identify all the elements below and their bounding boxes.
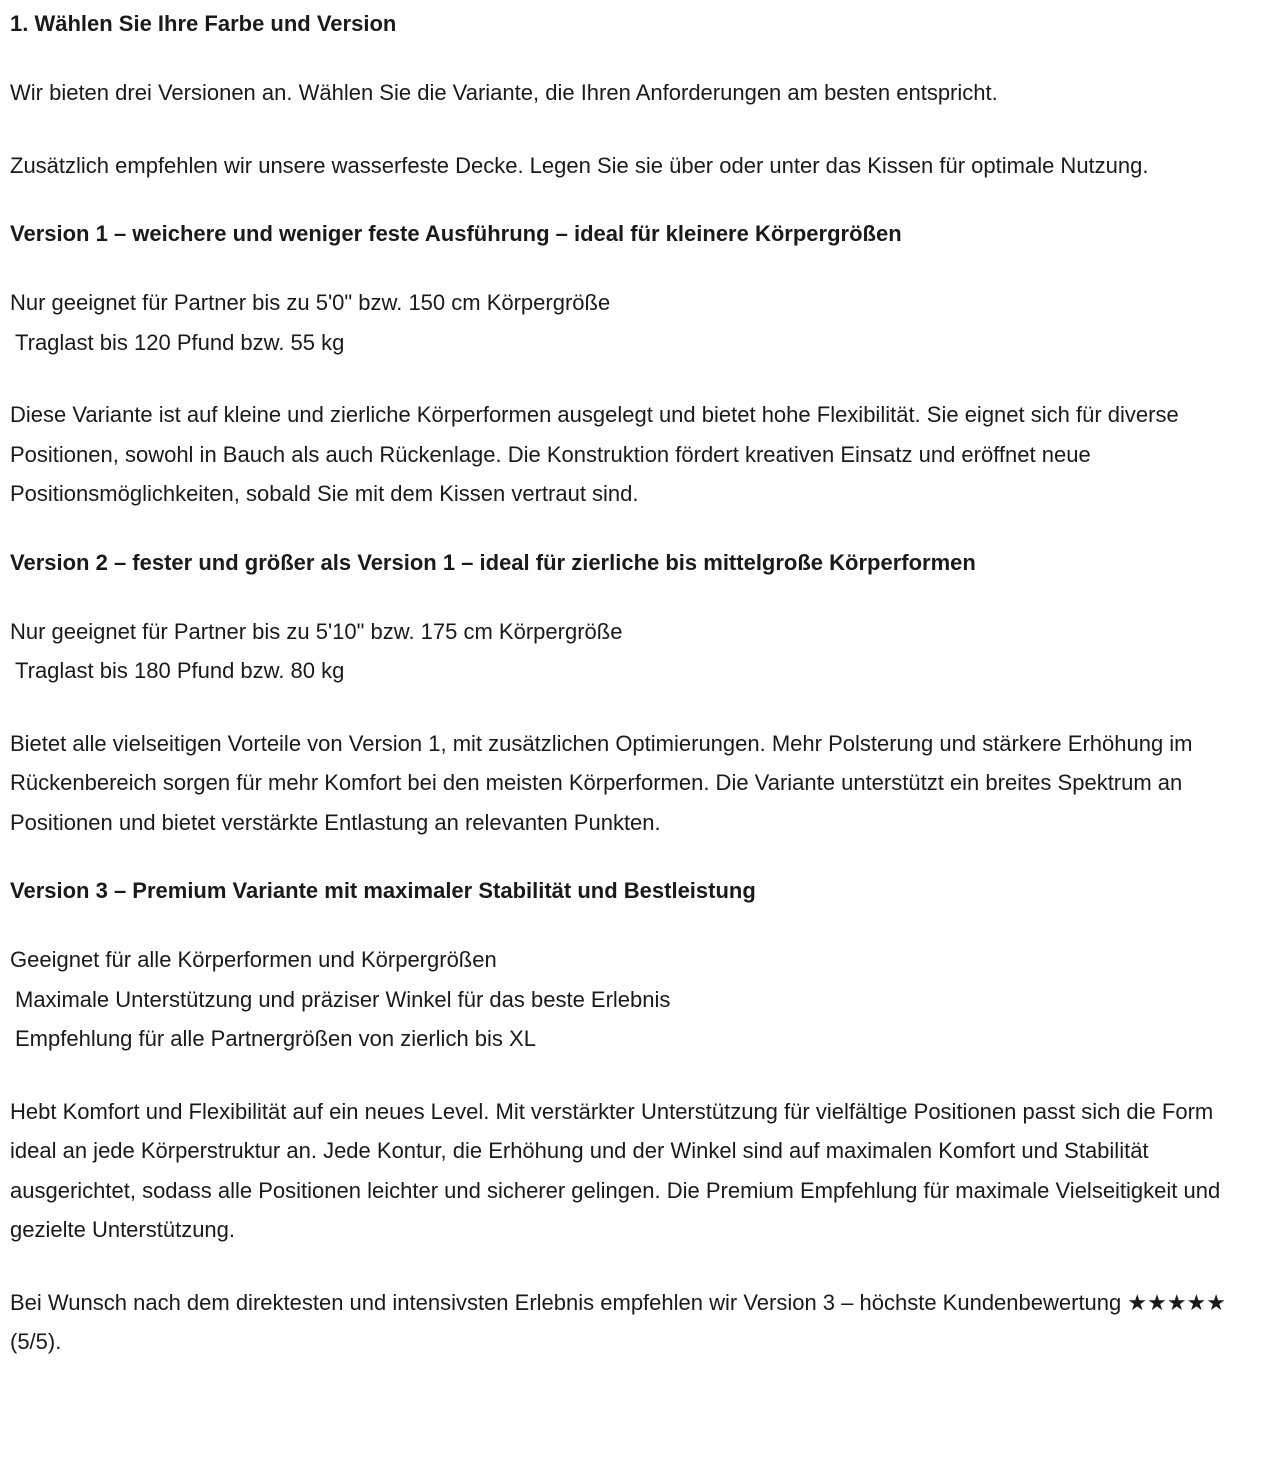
spacer (10, 691, 1261, 724)
spacer (10, 907, 1261, 940)
spacer (10, 1059, 1261, 1092)
version3-spec-support: Maximale Unterstützung und präziser Winkel für das beste Erlebnis (15, 986, 671, 1012)
version3-spec-fit: Geeignet für alle Körperformen und Körpergrößen (10, 947, 497, 972)
spacer (10, 185, 1261, 218)
spacer (10, 842, 1261, 875)
version2-spec-weight: Traglast bis 180 Pfund bzw. 80 kg (15, 658, 345, 683)
version2-title: Version 2 – fester und größer als Version 1 – ideal für zierliche bis mittelgroße Körperformen (10, 549, 976, 575)
version3-description: Hebt Komfort und Flexibilität auf ein neues Level. Mit verstärkter Unterstützung für vielfältige Positionen passt sich die Form ideal an jede Körperstruktur an. Jede Kontur, die Erhöhung und der Winkel sind auf maximalen Komfort und Stabilität ausgerichtet, sodass alle Positionen leichter und sicherer gelingen. Die Premium Empfehlung für maximale Vielseitigkeit und gezielte Unterstützung. (10, 1098, 1221, 1242)
blanket-note-paragraph: Zusätzlich empfehlen wir unsere wasserfeste Decke. Legen Sie sie über oder unter das Kissen für optimale Nutzung. (10, 152, 1149, 178)
rating-value: (5/5). (10, 1329, 62, 1354)
spacer (10, 250, 1261, 283)
spacer (10, 1250, 1261, 1283)
version3-spec-recommendation: Empfehlung für alle Partnergrößen von zierlich bis XL (15, 1026, 536, 1051)
version1-spec-height: Nur geeignet für Partner bis zu 5'0" bzw. 150 cm Körpergröße (10, 290, 611, 315)
version2-spec-height: Nur geeignet für Partner bis zu 5'10" bzw. 175 cm Körpergröße (10, 618, 623, 644)
closing-paragraph (10, 1283, 1261, 1362)
closing-text: Bei Wunsch nach dem direktesten und intensivsten Erlebnis empfehlen wir Version 3 – höchste Kundenbewertung (10, 1289, 1122, 1315)
spacer (10, 362, 1261, 395)
section-heading: 1. Wählen Sie Ihre Farbe und Version (10, 11, 397, 36)
spacer (10, 579, 1261, 612)
version1-title: Version 1 – weichere und weniger feste Ausführung – ideal für kleinere Körpergrößen (10, 221, 902, 246)
version1-description: Diese Variante ist auf kleine und zierliche Körperformen ausgelegt und bietet hohe Flexibilität. Sie eignet sich für diverse Positionen, sowohl in Bauch als auch Rückenlage. Die Konstruktion fördert kreativen Einsatz und eröffnet neue Positionsmöglichkeiten, sobald Sie mit dem Kissen vertraut sind. (10, 402, 1179, 506)
version2-description: Bietet alle vielseitigen Vorteile von Version 1, mit zusätzlichen Optimierungen. Mehr Polsterung und stärkere Erhöhung im Rückenbereich sorgen für mehr Komfort bei den meisten Körperformen. Die Variante unterstützt ein breites Spektrum an Positionen und bietet verstärkte Entlastung an relevanten Punkten. (10, 730, 1193, 835)
star-rating-icon: ★★★★★ (1127, 1289, 1227, 1315)
spacer (10, 514, 1261, 547)
intro-paragraph: Wir bieten drei Versionen an. Wählen Sie die Variante, die Ihren Anforderungen am besten entspricht. (10, 80, 998, 105)
spacer (10, 40, 1261, 73)
version1-spec-weight: Traglast bis 120 Pfund bzw. 55 kg (15, 329, 345, 355)
spacer (10, 113, 1261, 146)
version3-title: Version 3 – Premium Variante mit maximaler Stabilität und Bestleistung (10, 878, 756, 903)
